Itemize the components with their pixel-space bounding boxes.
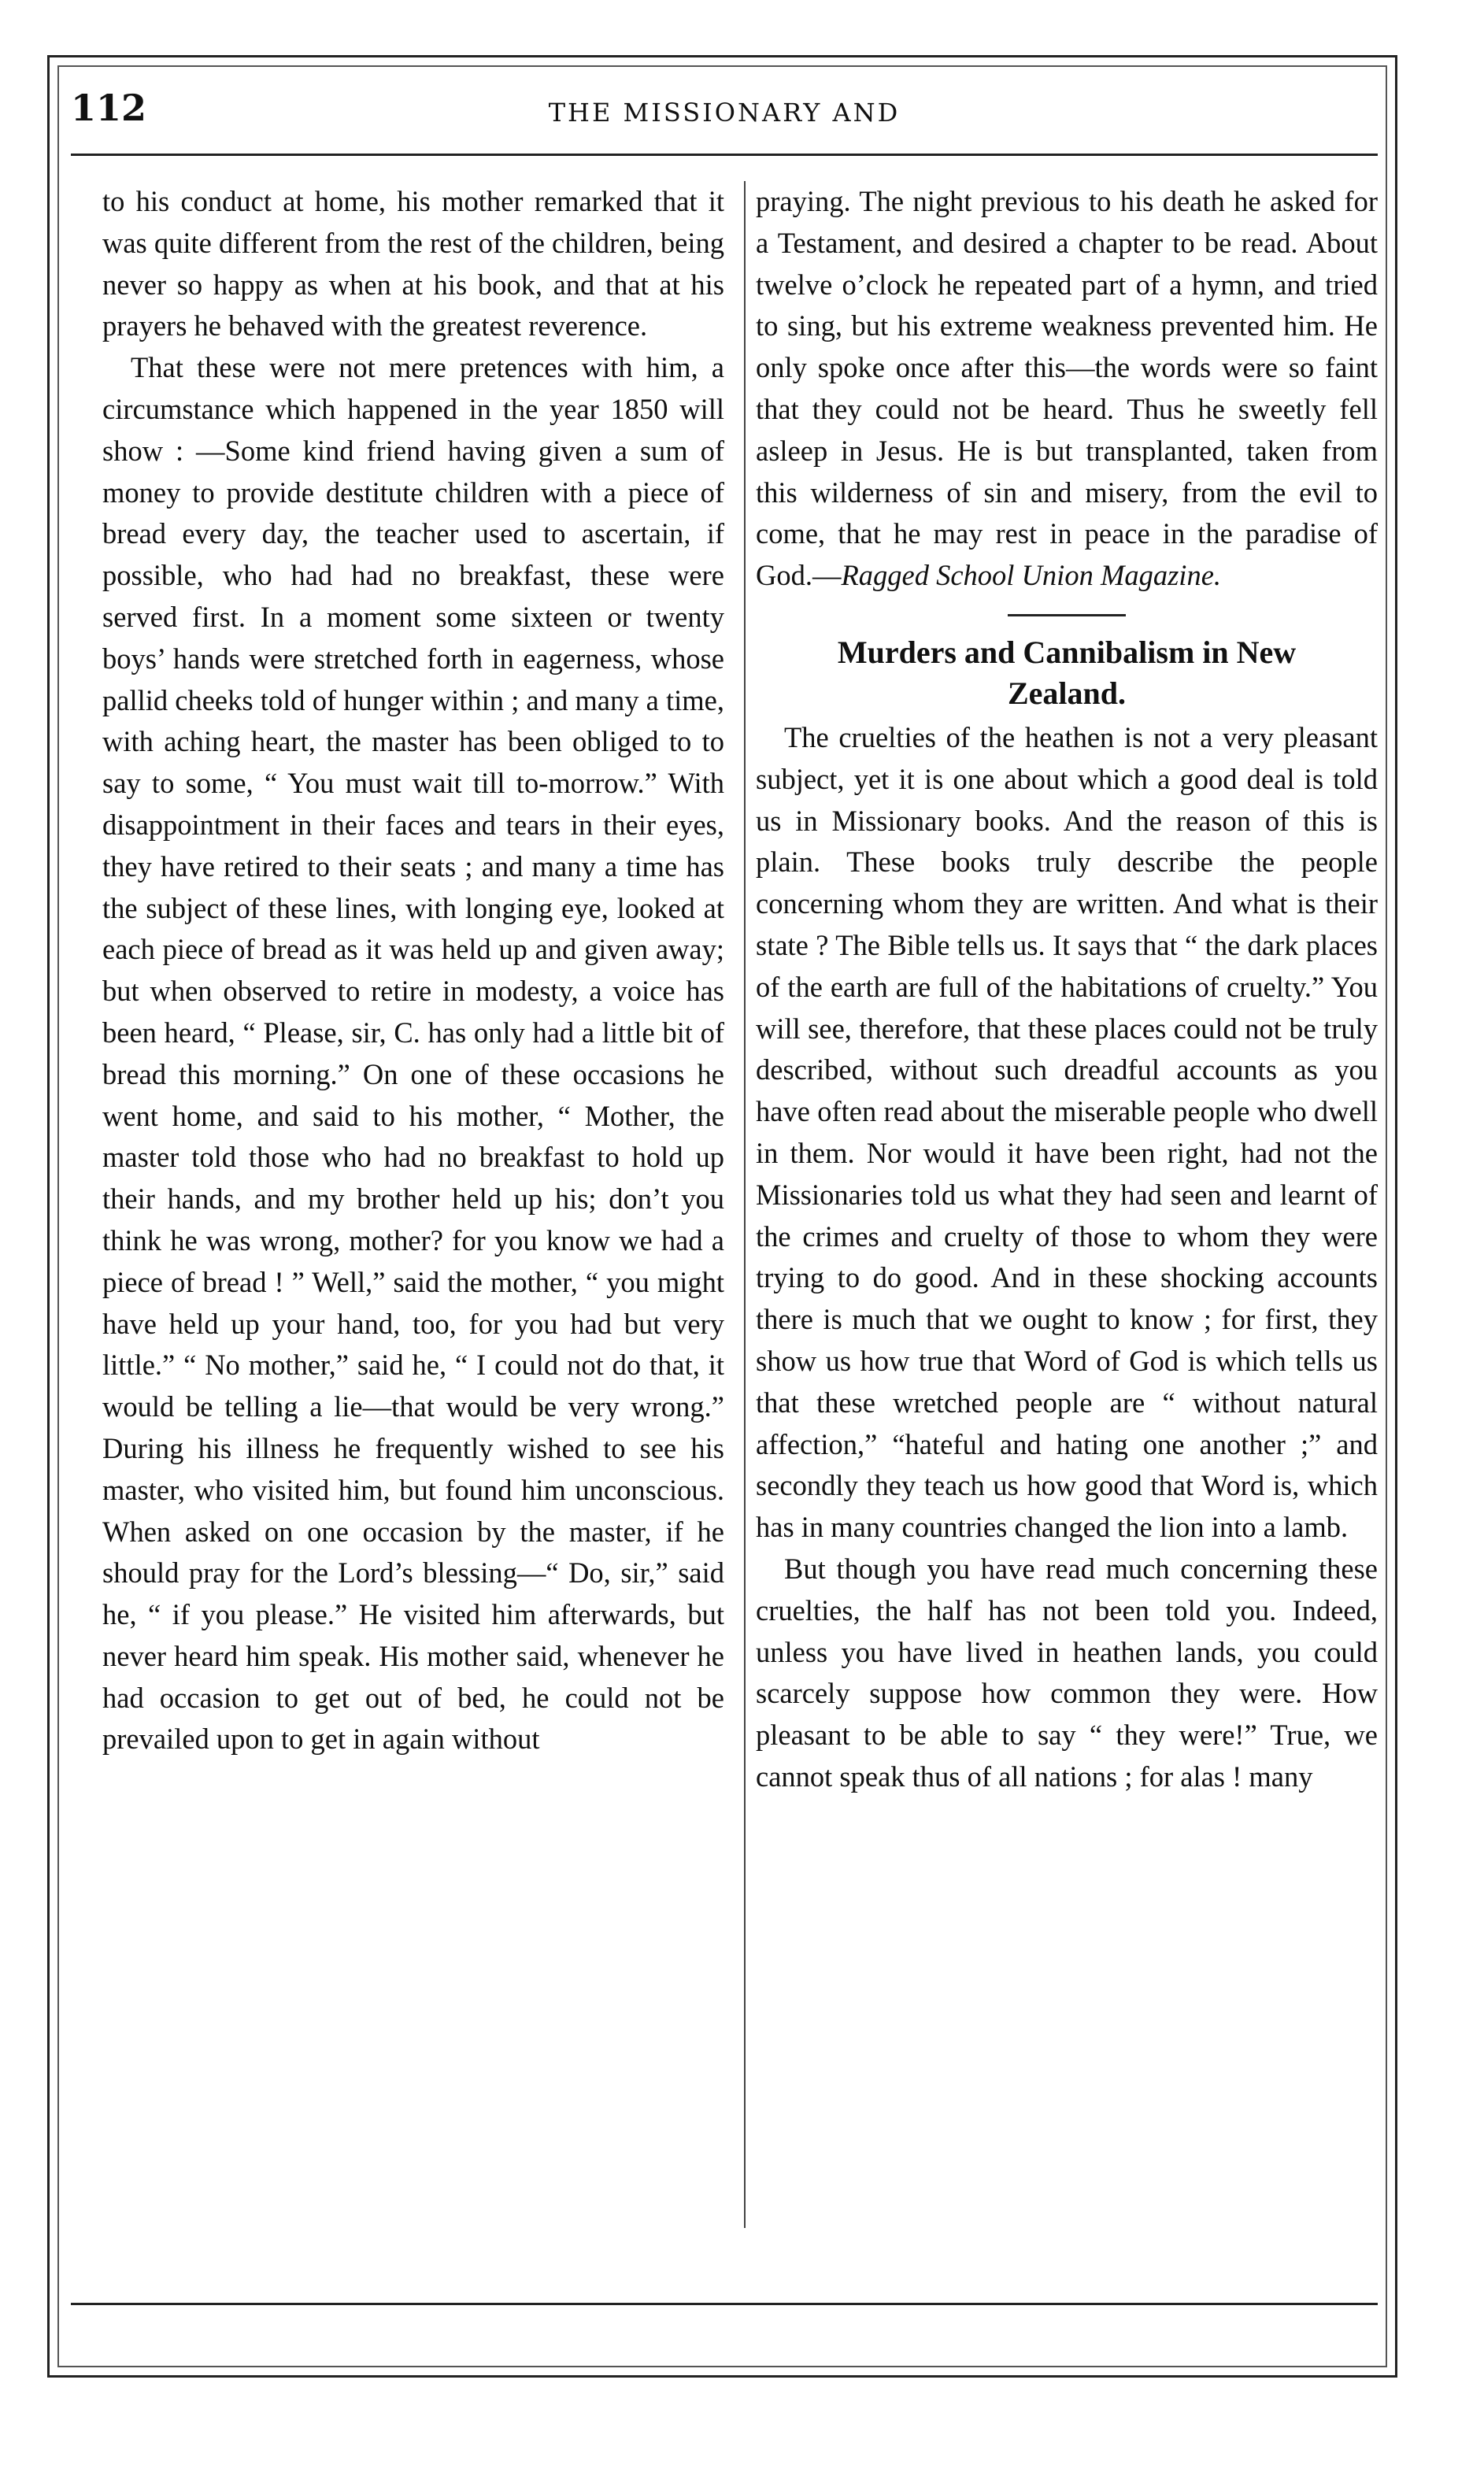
right-paragraph-1-text: praying. The night previous to his death he asked for a Testament, and desired a chapter to be read. About twelve o’clock he repeated part of a hymn, and tried to sing, but his extreme weakness prevented him. He only spoke once after this—the words were so faint that they could not be heard. Thus he sweetly fell asleep in Jesus. He is but transplanted, taken from this wilderness of sin and misery, from the evil to come, that he may rest in peace in the paradise of God.— [756, 185, 1378, 592]
right-paragraph-3: But though you have read much concerning these cruelties, the half has not been told you. Indeed, unless you have lived in heathen lands, you could scarcely suppose how common they were. How pleasant to be able to say “ they were!” True, we cannot speak thus of all nations ; for alas ! many [756, 1552, 1378, 1793]
section-divider [1008, 614, 1126, 616]
page-number: 112 [71, 87, 147, 129]
running-title: THE MISSIONARY AND [548, 98, 901, 128]
left-paragraph-1: to his conduct at home, his mother remarked that it was quite different from the rest of the children, being never so happy as when at his book, and that at his prayers he behaved with the greatest reverence. [102, 185, 724, 342]
header-rule [71, 154, 1378, 156]
section-title-line-2: Zealand. [1007, 675, 1127, 711]
section-title [756, 632, 1378, 714]
section-title-line-1: Murders and Cannibalism in New [837, 634, 1297, 670]
attribution: Ragged School Union Magazine. [841, 559, 1222, 592]
column-divider [744, 181, 746, 2228]
right-column [756, 181, 1378, 1798]
page-header [71, 87, 1378, 142]
right-paragraph-1 [756, 181, 1378, 597]
left-paragraph-2: That these were not mere pretences with him, a circumstance which happened in the year 1850 will show : —Some kind friend having given a sum of money to provide destitute children with a piece of bread every day, the teacher used to ascertain, if possible, who had had no breakfast, these were served first. In a moment some sixteen or twenty boys’ hands were stretched forth in eagerness, whose pallid cheeks told of hunger within ; and many a time, with aching heart, the master has been obliged to to say to some, “ You must wait till to-morrow.” With disappointment in their faces and tears in their eyes, they have retired to their seats ; and many a time has the subject of these lines, with longing eye, looked at each piece of bread as it was held up and given away; but when observed to retire in modesty, a voice has been heard, “ Please, sir, C. has only had a little bit of bread this morning.” On one of these occasions he went home, and said to his mother, “ Mother, the master told those who had no breakfast to hold up their hands, and my brother held up his; don’t you think he was wrong, mother? for you know we had a piece of bread ! ” Well,” said the mother, “ you might have held up your hand, too, for you had but very little.” “ No mother,” said he, “ I could not do that, it would be telling a lie—that would be very wrong.” During his illness he frequently wished to see his master, who visited him, but found him unconscious. When asked on one occasion by the master, if he should pray for the Lord’s blessing—“ Do, sir,” said he, “ if you please.” He visited him afterwards, but never heard him speak. His mother said, whenever he had occasion to get out of bed, he could not be prevailed upon to get in again without [102, 351, 724, 1756]
right-paragraph-2: The cruelties of the heathen is not a very pleasant subject, yet it is one about which a good deal is told us in Missionary books. And the reason of this is plain. These books truly describe the people concerning whom they are written. And what is their state ? The Bible tells us. It says that “ the dark places of the earth are full of the habitations of cruelty.” You will see, therefore, that these places could not be truly described, without such dreadful accounts as you have often read about the miserable people who dwell in them. Nor would it have been right, had not the Missionaries told us what they had seen and learnt of the crimes and cruelty of those to whom they were trying to do good. And in these shocking accounts there is much that we ought to know ; for first, they show us how true that Word of God is which tells us that these wretched people are “ without natural affection,” “hateful and hating one another ;” and secondly they teach us how good that Word is, which has in many countries changed the lion into a lamb. [756, 720, 1378, 1544]
footer-rule [71, 2303, 1378, 2305]
left-column [102, 181, 724, 1760]
